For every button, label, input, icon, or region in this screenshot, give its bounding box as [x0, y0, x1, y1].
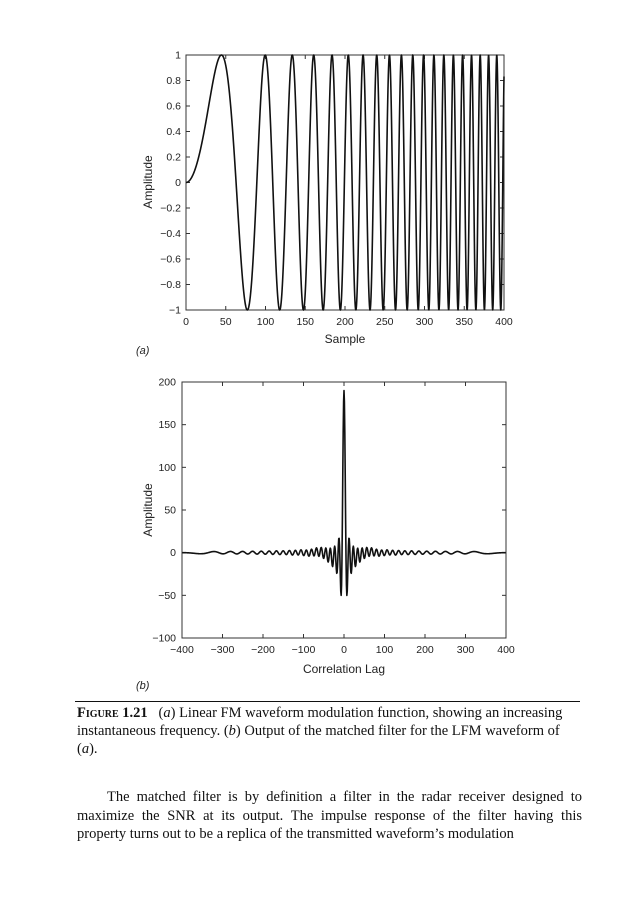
chart-b	[0, 360, 636, 690]
y-tick-label-a: −0.4	[160, 228, 181, 240]
y-tick-label-b: −50	[158, 589, 176, 602]
y-tick-label-b: 50	[164, 504, 176, 517]
caption-tag-a: a	[163, 705, 171, 721]
x-tick-label-b: −300	[210, 644, 235, 656]
x-tick-label-b: 300	[456, 644, 475, 656]
y-tick-label-b: 150	[158, 419, 176, 432]
y-axis-label-a: Amplitude	[141, 155, 155, 209]
axis-ticks-b	[152, 377, 515, 657]
figure-label: Figure 1.21	[77, 705, 148, 721]
x-tick-label-b: 400	[497, 644, 515, 656]
x-tick-label-b: 100	[375, 644, 394, 656]
y-tick-label-a: 1	[175, 49, 181, 62]
y-tick-label-a: −0.6	[160, 253, 181, 266]
figure-caption: Figure 1.21 (a) Linear FM waveform modulation function, showing an increasing instantaneous frequency. (b) Output of the matched filter for the LFM waveform of (a).	[77, 705, 563, 757]
x-tick-label-a: 350	[455, 316, 474, 328]
x-axis-label-b: Correlation Lag	[302, 662, 386, 676]
x-tick-label-a: 200	[336, 316, 354, 328]
caption-tag-b: b	[228, 723, 236, 739]
x-tick-label-b: −100	[291, 644, 316, 656]
x-tick-label-a: 150	[296, 316, 315, 328]
y-tick-label-a: 0.8	[166, 75, 181, 87]
x-tick-label-a: 400	[495, 316, 513, 328]
y-tick-label-a: 0.4	[166, 126, 181, 138]
x-tick-label-a: 50	[219, 316, 232, 328]
y-tick-label-a: 0	[175, 177, 181, 189]
x-tick-label-b: 200	[416, 644, 434, 656]
chart-a	[0, 0, 636, 360]
x-axis-label-a: Sample	[324, 332, 366, 346]
y-tick-label-a: −0.8	[160, 279, 181, 291]
x-tick-label-a: 300	[415, 316, 434, 328]
caption-rule	[75, 701, 580, 702]
y-axis-label-b: Amplitude	[141, 483, 155, 537]
x-tick-label-a: 250	[375, 316, 394, 328]
series-line-lfm	[186, 55, 504, 310]
caption-ref-a: a	[81, 741, 90, 757]
y-tick-label-b: 0	[170, 547, 176, 560]
y-tick-label-a: −1	[169, 304, 181, 317]
x-tick-label-b: −400	[170, 644, 194, 656]
x-tick-label-a: 0	[183, 316, 189, 328]
y-tick-label-b: 100	[158, 461, 176, 474]
y-tick-label-a: 0.6	[166, 100, 181, 113]
x-tick-label-b: 0	[341, 644, 347, 656]
panel-label-b: (b)	[136, 680, 150, 692]
y-tick-label-b: 200	[158, 376, 176, 389]
y-tick-label-b: −100	[152, 632, 176, 645]
x-tick-label-b: −200	[251, 644, 275, 656]
caption-text-b: Output of the matched filter for the LFM waveform of	[244, 723, 560, 739]
x-tick-label-a: 100	[256, 316, 275, 328]
caption-text-a: Linear FM waveform modulation function, showing an increasing instantaneous frequency.	[77, 705, 563, 739]
y-tick-label-a: −0.2	[160, 202, 181, 215]
y-tick-label-a: 0.2	[166, 151, 181, 164]
body-paragraph: The matched filter is by definition a filter in the radar receiver designed to maximize the SNR at its output. The impulse response of the filter having this property turns out to be a replica of the transmitted waveform’s modulation	[77, 789, 582, 842]
series-line-matched-filter	[182, 391, 505, 596]
panel-label-a: (a)	[136, 345, 150, 357]
